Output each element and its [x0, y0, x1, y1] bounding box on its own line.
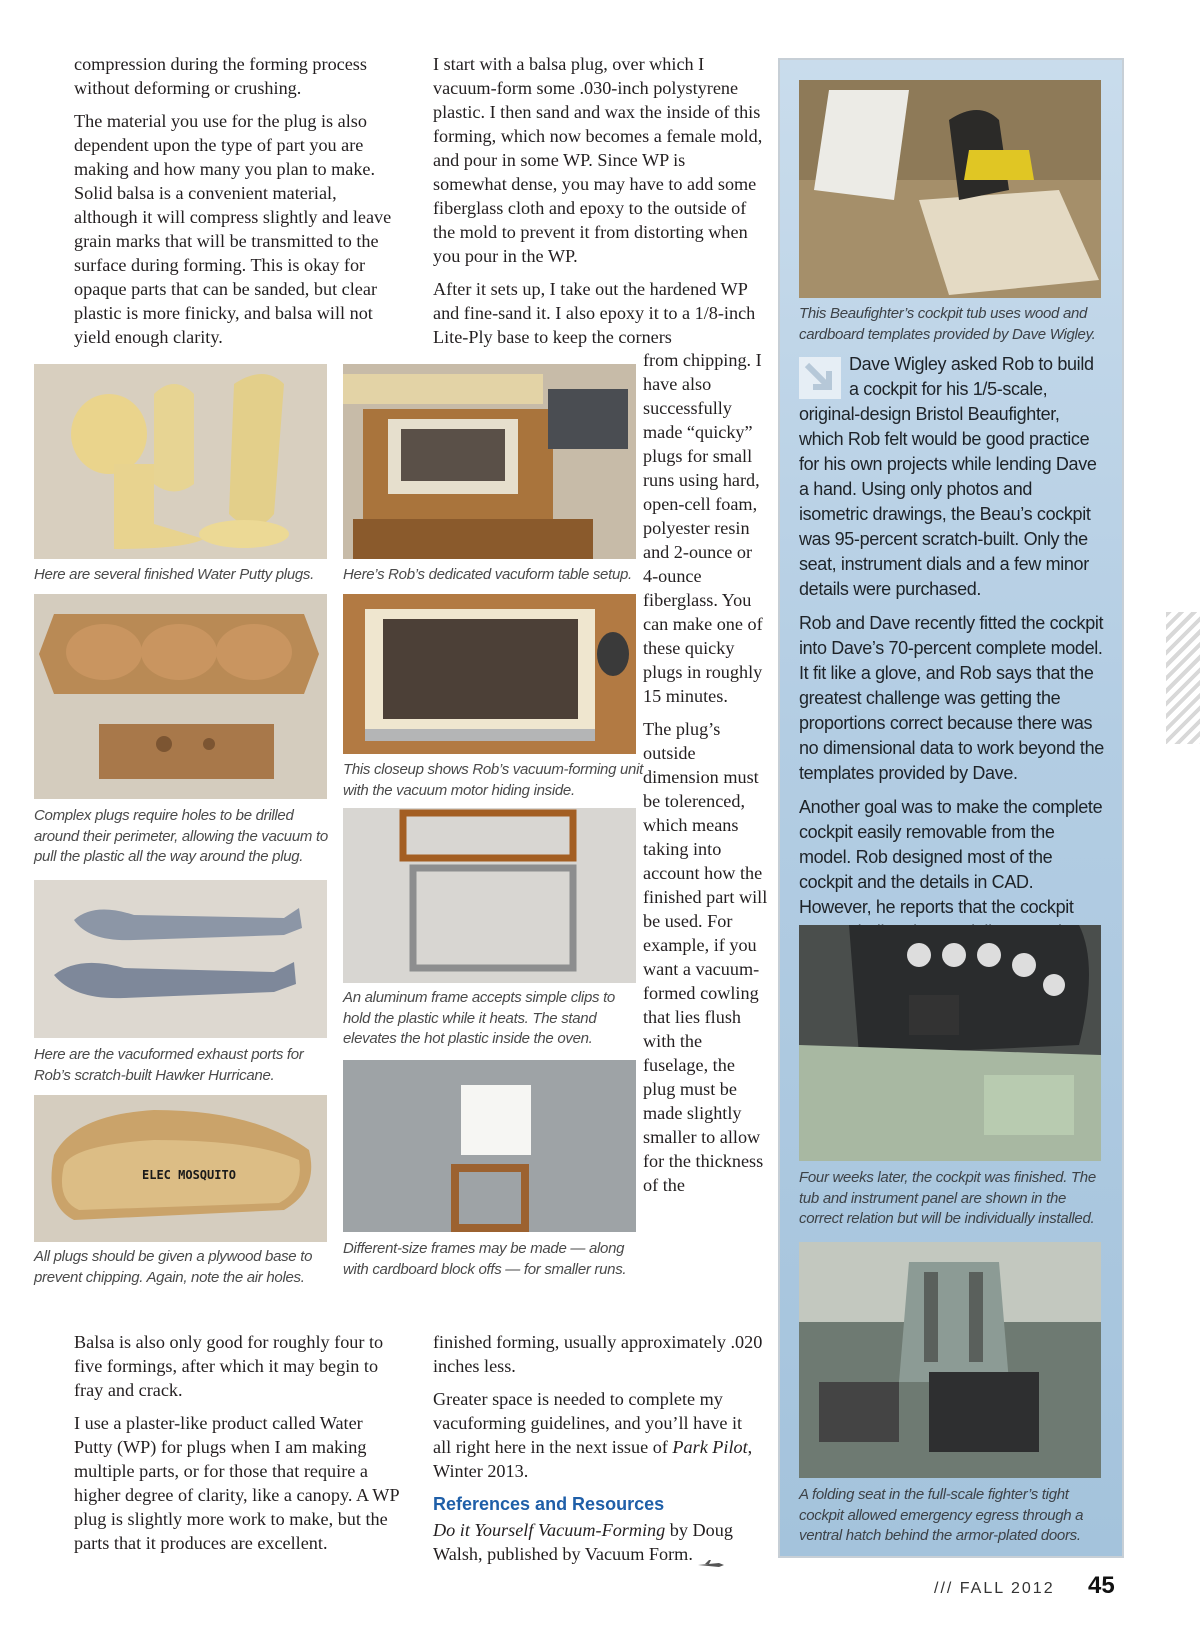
sidebar-paragraph: Rob and Dave recently fitted the cockpit into Dave’s 70-percent complete model. It fit like a glove, and Rob says that the greatest challenge was getting the proportions correct because there was no dimensional data to work beyond the templates provided by Dave. [799, 613, 1104, 783]
paragraph: The material you use for the plug is also dependent upon the type of part you are making and how many you plan to make. Solid balsa is a convenient material, although it will compress slightly and leave grain marks that will be transmitted to the surface during forming. This is okay for opaque parts that can be sanded, but clear plastic is more finicky, and balsa will not yield enough clarity. [74, 111, 392, 347]
caption-exhaust: Here are the vacuformed exhaust ports for Rob’s scratch-built Hawker Hurricane. [34, 1046, 304, 1084]
paragraph: After it sets up, I take out the hardened WP and fine-sand it. I also epoxy it to a 1/8-inch Lite-Ply base to keep the corners [433, 279, 756, 347]
photo-aluminum-frame [343, 808, 636, 983]
paragraph: from chipping. I have also successfully made “quicky” plugs for small runs using hard, open-cell foam, polyester resin and 2-ounce or 4-ounce fiberglass. You can make one of these quicky plugs in roughly 15 minutes. [643, 350, 763, 706]
paragraph: I start with a balsa plug, over which I vacuum-form some .030-inch polystyrene plastic. I then sand and wax the inside of this forming, which now becomes a female mold, and pour in some WP. Since WP is somewhat dense, you may have to add some fiberglass cloth and epoxy to the outside of the mold to prevent it from distorting when you pour in the WP. [433, 54, 763, 266]
column2-top-text [433, 52, 763, 358]
plug-label-text: ELEC MOSQUITO [142, 1168, 236, 1182]
sidebar-caption-middle: Four weeks later, the cockpit was finished. The tub and instrument panel are shown in the correct relation but will be individually installed. [799, 1169, 1096, 1227]
caption-table: Here’s Rob’s dedicated vacuform table setup. [343, 566, 632, 583]
photo-different-frames [343, 1060, 636, 1232]
sidebar-paragraph: Dave Wigley asked Rob to build a cockpit for his 1/5-scale, original-design Bristol Beaufighter, which Rob felt would be good practice for his own projects while lending Dave a hand. Using only photos and isometric drawings, the Beau’s cockpit was 95-percent scratch-built. Only the seat, instrument dials and a few minor details were purchased. [799, 354, 1097, 599]
paragraph: The plug’s outside dimension must be tolerenced, which means taking into account how the finished part will be used. For example, if you want a vacuum-formed cowling that lies flush with the fuselage, the plug must be made slightly smaller to allow for the thickness of the [643, 719, 768, 1195]
photo-exhaust-ports [34, 880, 327, 1038]
column1-bottom-text [74, 1330, 404, 1564]
photo-vacuform-table [343, 364, 636, 559]
paragraph: Balsa is also only good for roughly four to five formings, after which it may begin to fray and crack. [74, 1332, 384, 1400]
caption-base: All plugs should be given a plywood base to prevent chipping. Again, note the air holes. [34, 1248, 313, 1286]
caption-closeup: This closeup shows Rob’s vacuum-forming unit with the vacuum motor hiding inside. [343, 761, 643, 799]
photo-complex-plug [34, 594, 327, 799]
paragraph: compression during the forming process without deforming or crushing. [74, 54, 367, 98]
sidebar-caption-bottom: A folding seat in the full-scale fighter’s tight cockpit allowed emergency egress through a ventral hatch behind the armor-plated doors. [799, 1486, 1084, 1544]
caption-plugs: Here are several finished Water Putty plugs. [34, 566, 314, 583]
references-heading: References and Resources [433, 1494, 665, 1514]
photo-cockpit-tub [799, 80, 1101, 298]
caption-frames: Different-size frames may be made — along with cardboard block offs — for smaller runs. [343, 1240, 627, 1278]
magazine-name: Park Pilot [672, 1437, 748, 1457]
paragraph: finished forming, usually approximately .020 inches less. [433, 1332, 763, 1376]
sidebar-caption-top: This Beaufighter’s cockpit tub uses wood and cardboard templates provided by Dave Wigley. [799, 305, 1096, 343]
photo-plywood-base-plug [34, 1095, 327, 1242]
caption-frame: An aluminum frame accepts simple clips to hold the plastic while it heats. The stand elevates the hot plastic inside the oven. [343, 989, 615, 1047]
photo-folding-seat [799, 1242, 1101, 1478]
issue-label: /// FALL 2012 [934, 1580, 1055, 1597]
page-number: 45 [1088, 1572, 1115, 1599]
reference-entry: Do it Yourself Vacuum-Forming by Doug Walsh, published by Vacuum Form. [433, 1518, 763, 1566]
photo-finished-cockpit [799, 925, 1101, 1161]
dropcap-spacer [799, 352, 849, 398]
narrow-text-column [643, 348, 768, 1206]
edge-hatch-decoration [1166, 612, 1200, 744]
photo-vacuum-unit-closeup [343, 594, 636, 754]
column2-bottom-text [433, 1330, 763, 1575]
paragraph: I use a plaster-like product called Water Putty (WP) for plugs when I am making multiple parts, or for those that require a higher degree of clarity, like a canopy. A WP plug is slightly more work to make, but the parts that it produces are excellent. [74, 1413, 399, 1553]
caption-complex: Complex plugs require holes to be drilled around their perimeter, allowing the vacuum to pull the plastic all the way around the plug. [34, 807, 328, 865]
photo-water-putty-plugs [34, 364, 327, 559]
column1-top-text [74, 52, 404, 358]
sidebar-paragraph: Another goal was to make the complete cockpit easily removable from the model. Rob designed most of the cockpit and the details in CAD. However, he reports that the cockpit [799, 795, 1104, 970]
book-title: Do it Yourself Vacuum-Forming [433, 1520, 666, 1540]
closing-paragraph: Greater space is needed to complete my vacuforming guidelines, and you’ll have it all right here in the next issue of Park Pilot, Winter 2013. [433, 1389, 753, 1481]
end-mark-icon [697, 1551, 725, 1561]
sidebar-text [799, 352, 1104, 979]
